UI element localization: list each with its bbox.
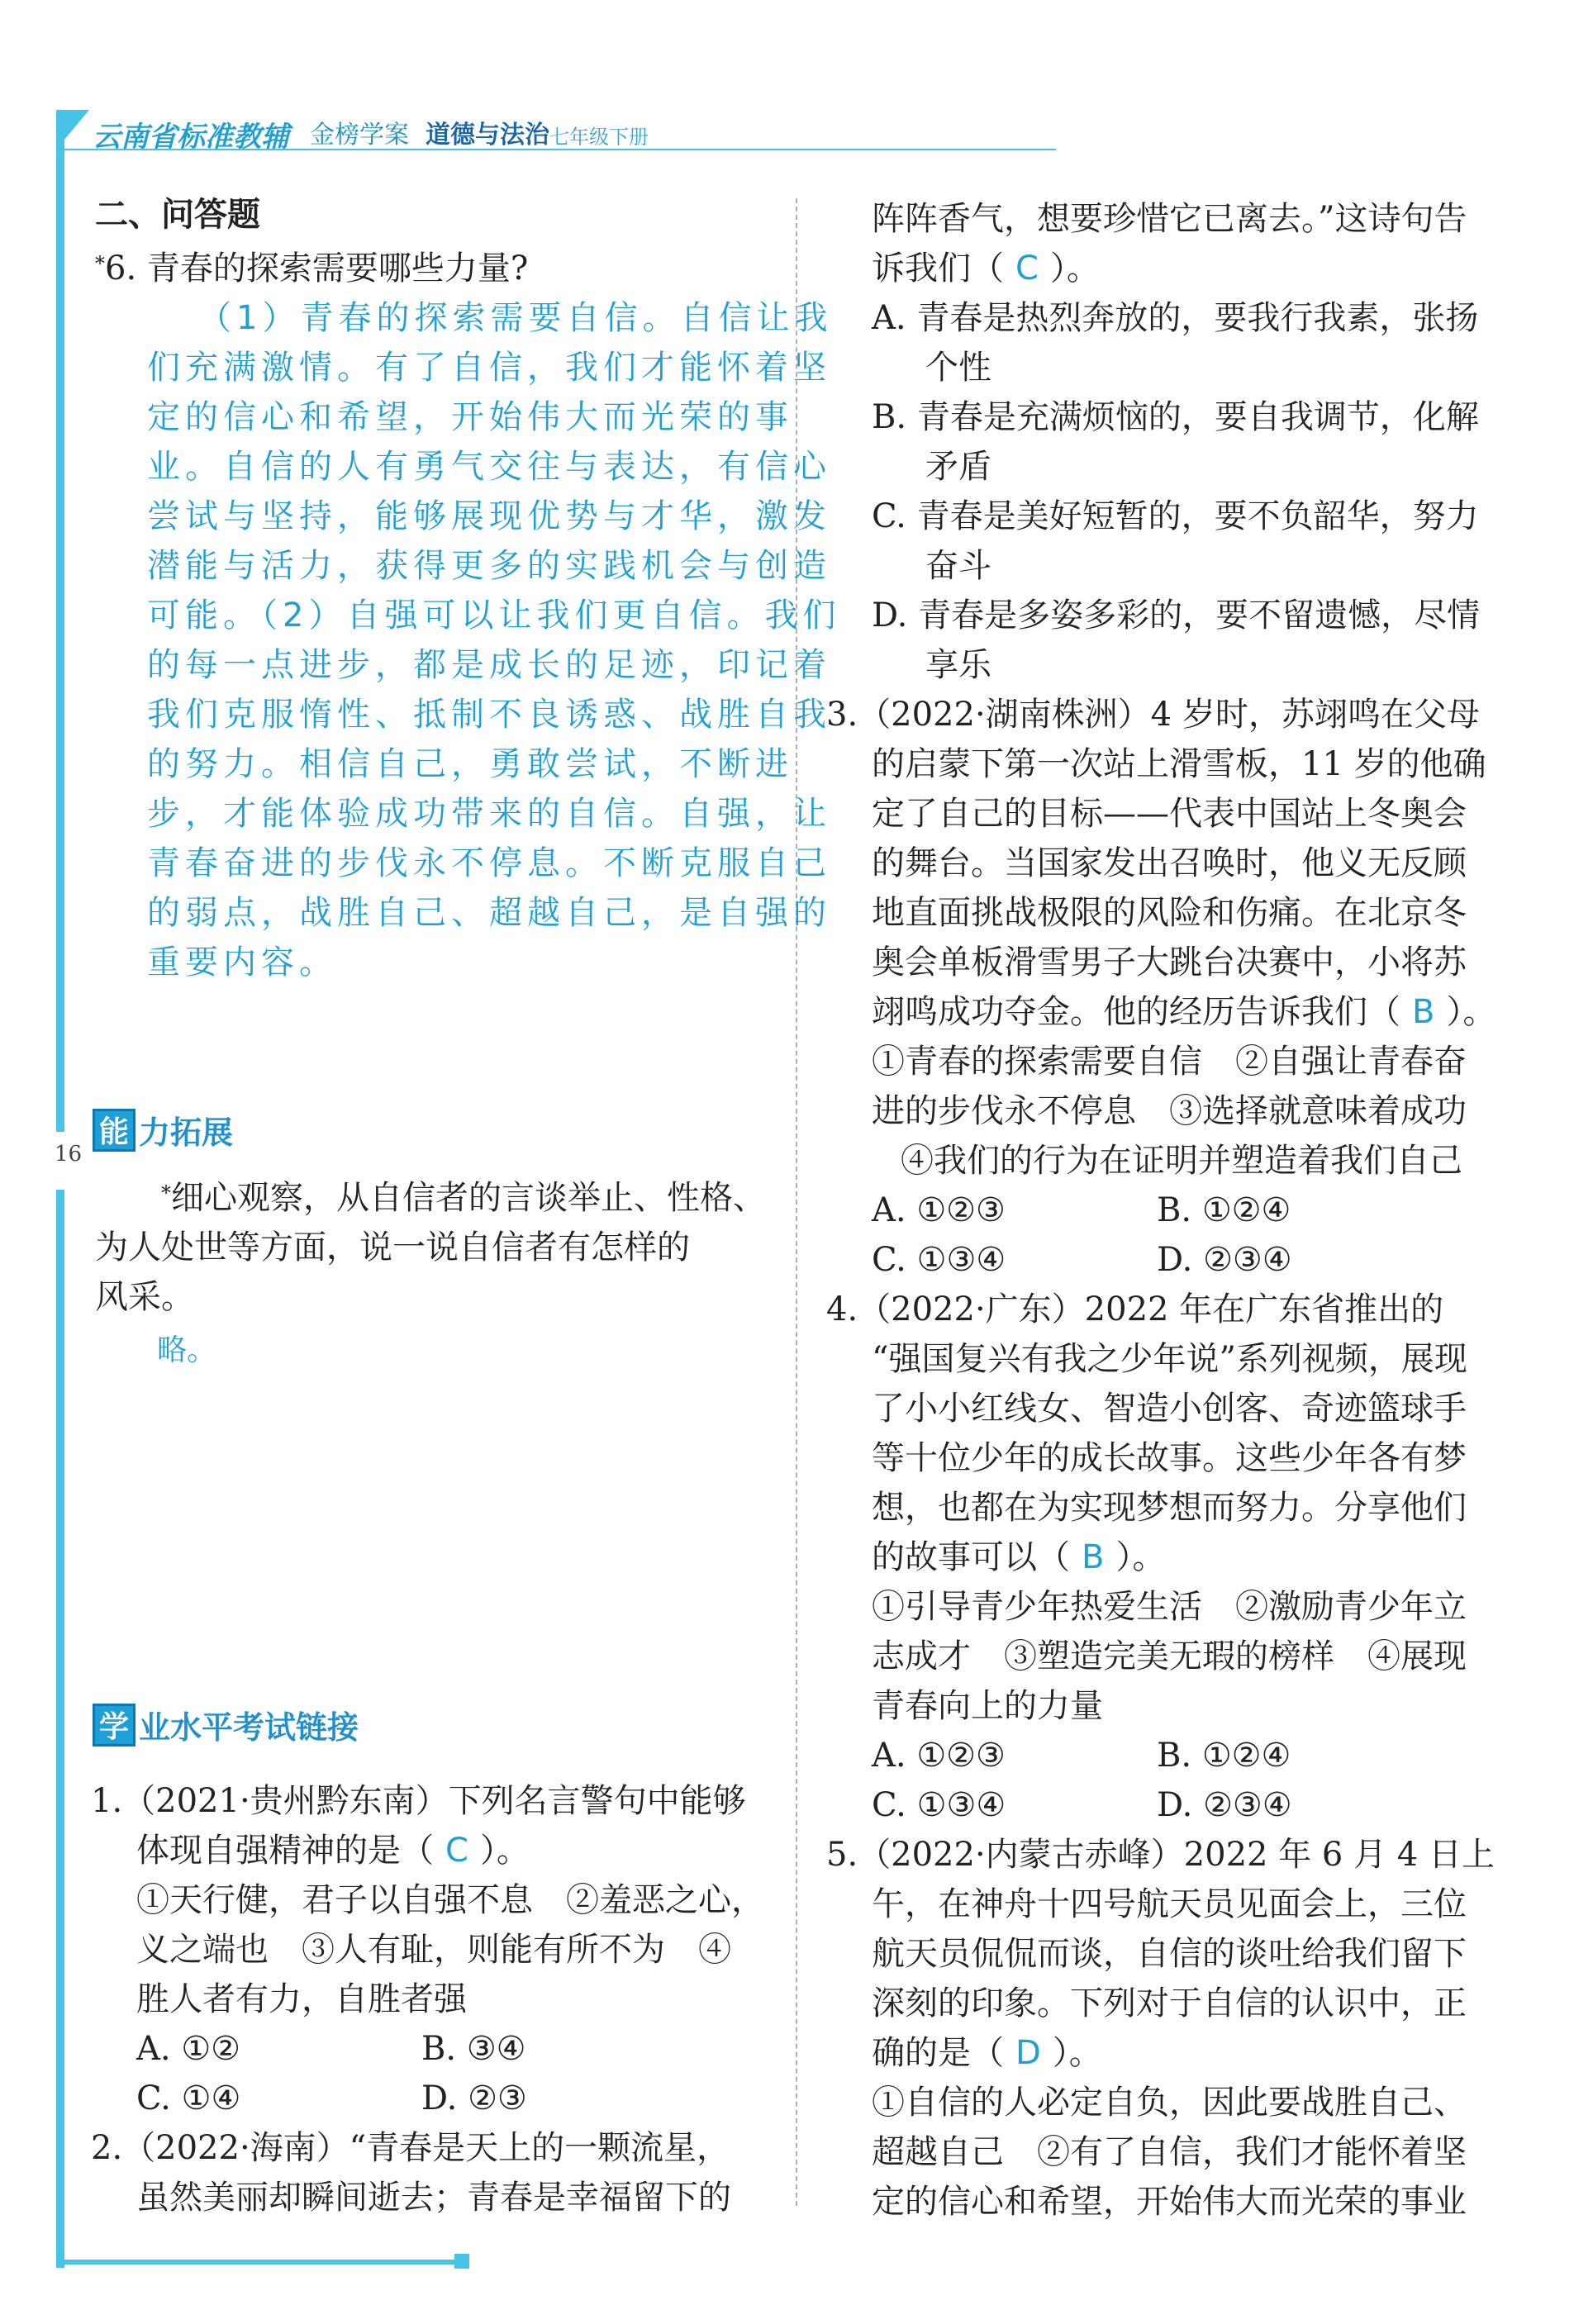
choice-d: D. ②③④ bbox=[1157, 1786, 1292, 1824]
question-line: 想，也都在为实现梦想而努力。分享他们 bbox=[872, 1489, 1467, 1527]
choice-d: D. ②③④ bbox=[1157, 1241, 1292, 1279]
answer-mark: D bbox=[1015, 2034, 1041, 2072]
question-6 bbox=[95, 244, 528, 293]
answer-mark: C bbox=[1015, 250, 1039, 288]
question-line: 体现自强精神的是（ C ）。 bbox=[136, 1832, 530, 1870]
choice-b: B. 青春是充满烦恼的，要自我调节，化解 bbox=[872, 398, 1479, 436]
choice-c-cont: 奋斗 bbox=[925, 547, 991, 585]
question-line: 3.（2022·湖南株洲）4 岁时，苏翊鸣在父母 bbox=[826, 696, 1480, 734]
ability-marker: * bbox=[161, 1181, 171, 1205]
ability-answer: 略。 bbox=[157, 1333, 217, 1367]
choice-c: C. ①③④ bbox=[872, 1241, 1006, 1279]
answer-line: 步，才能体验成功带来的自信。自强，让 bbox=[147, 795, 831, 833]
option-line: 胜人者有力，自胜者强 bbox=[136, 1980, 467, 2018]
option-line: 进的步伐永不停息 ③选择就意味着成功 bbox=[872, 1092, 1467, 1130]
header-grade: 七年级下册 bbox=[549, 126, 649, 149]
choice-d: D. 青春是多姿多彩的，要不留遗憾，尽情 bbox=[872, 596, 1481, 634]
choice-c: C. ①④ bbox=[136, 2079, 241, 2117]
option-line: 超越自己 ②有了自信，我们才能怀着坚 bbox=[872, 2133, 1467, 2171]
answer-line: 的弱点，战胜自己、超越自己，是自强的 bbox=[147, 894, 831, 932]
question-line: 翊鸣成功夺金。他的经历告诉我们（ B ）。 bbox=[872, 993, 1496, 1031]
section-title-qa: 二、问答题 bbox=[95, 196, 260, 234]
choice-c: C. 青春是美好短暂的，要不负韶华，努力 bbox=[872, 497, 1479, 535]
ability-prompt-line: *细心观察，从自信者的言谈举止、性格、 bbox=[161, 1179, 766, 1217]
exam-title: 业水平考试链接 bbox=[139, 1709, 359, 1746]
question-line: 确的是（ D ）。 bbox=[872, 2034, 1102, 2072]
header-brand: 金榜学案 bbox=[310, 121, 409, 150]
choice-a: A. ①②③ bbox=[872, 1191, 1006, 1229]
question-line: 1.（2021·贵州黔东南）下列名言警句中能够 bbox=[91, 1782, 746, 1820]
answer-line: （1）青春的探索需要自信。自信让我 bbox=[198, 299, 833, 337]
option-line: ①引导青少年热爱生活 ②激励青少年立 bbox=[872, 1588, 1467, 1626]
answer-line: 青春奋进的步伐永不停息。不断克服自己 bbox=[147, 844, 831, 882]
question-6-marker: * bbox=[95, 252, 105, 275]
exam-badge: 学 bbox=[93, 1704, 136, 1747]
question-line: 定了自己的目标——代表中国站上冬奥会 bbox=[872, 795, 1467, 833]
choice-a-cont: 个性 bbox=[925, 349, 991, 387]
question-line: 深刻的印象。下列对于自信的认识中，正 bbox=[872, 1984, 1467, 2022]
left-margin-bar bbox=[56, 128, 64, 2268]
ability-badge: 能 bbox=[93, 1109, 136, 1152]
choice-b: B. ①②④ bbox=[1157, 1191, 1291, 1229]
question-line: 阵阵香气，想要珍惜它已离去。”这诗句告 bbox=[872, 200, 1467, 238]
choice-a: A. ①② bbox=[136, 2030, 241, 2068]
question-line: 4.（2022·广东）2022 年在广东省推出的 bbox=[826, 1290, 1444, 1328]
option-line: 义之端也 ③人有耻，则能有所不为 ④ bbox=[136, 1931, 731, 1969]
answer-line: 可能。（2）自强可以让我们更自信。我们 bbox=[147, 596, 841, 634]
option-line: ①天行健，君子以自强不息 ②羞恶之心， bbox=[136, 1881, 764, 1919]
ability-prompt-line: 风采。 bbox=[95, 1278, 194, 1316]
question-line: 地直面挑战极限的风险和伤痛。在北京冬 bbox=[872, 894, 1467, 932]
answer-mark: C bbox=[445, 1832, 468, 1870]
choice-a: A. 青春是热烈奔放的，要我行我素，张扬 bbox=[872, 299, 1479, 337]
question-line: 午，在神舟十四号航天员见面会上，三位 bbox=[872, 1885, 1467, 1923]
question-line: 2.（2022·海南）“青春是天上的一颗流星， bbox=[91, 2129, 730, 2167]
choice-b: B. ①②④ bbox=[1157, 1737, 1291, 1775]
option-line: 志成才 ③塑造完美无瑕的榜样 ④展现 bbox=[872, 1637, 1467, 1675]
page-number: 16 bbox=[55, 1142, 83, 1167]
answer-line: 的努力。相信自己，勇敢尝试，不断进 bbox=[147, 745, 793, 783]
bottom-margin-bar bbox=[56, 2260, 469, 2265]
question-line: 的舞台。当国家发出召唤时，他义无反顾 bbox=[872, 844, 1467, 882]
option-line: 定的信心和希望，开始伟大而光荣的事业 bbox=[872, 2183, 1467, 2221]
question-line: 等十位少年的成长故事。这些少年各有梦 bbox=[872, 1439, 1467, 1477]
option-line: 青春向上的力量 bbox=[872, 1687, 1103, 1725]
answer-line: 业。自信的人有勇气交往与表达，有信心 bbox=[147, 448, 831, 486]
section-header-ability bbox=[93, 1107, 233, 1152]
answer-mark: B bbox=[1412, 993, 1435, 1031]
answer-mark: B bbox=[1082, 1538, 1105, 1576]
question-line: 5.（2022·内蒙古赤峰）2022 年 6 月 4 日上 bbox=[826, 1836, 1495, 1874]
answer-line: 尝试与坚持，能够展现优势与才华，激发 bbox=[147, 497, 831, 535]
answer-line: 们充满激情。有了自信，我们才能怀着坚 bbox=[147, 349, 831, 387]
answer-line: 定的信心和希望，开始伟大而光荣的事 bbox=[147, 398, 793, 436]
choice-d: D. ②③ bbox=[421, 2079, 527, 2117]
section-header-exam bbox=[93, 1702, 359, 1747]
choice-b: B. ③④ bbox=[421, 2030, 526, 2068]
choice-b-cont: 矛盾 bbox=[925, 448, 991, 486]
question-line: 的故事可以（ B ）。 bbox=[872, 1538, 1166, 1576]
option-line: ①青春的探索需要自信 ②自强让青春奋 bbox=[872, 1043, 1467, 1081]
question-line: 了小小红线女、智造小创客、奇迹篮球手 bbox=[872, 1390, 1467, 1428]
question-line: 的启蒙下第一次站上滑雪板，11 岁的他确 bbox=[872, 745, 1486, 783]
answer-line: 我们克服惰性、抵制不良诱惑、战胜自我 bbox=[147, 696, 831, 734]
answer-line: 潜能与活力，获得更多的实践机会与创造 bbox=[147, 547, 831, 585]
answer-line: 的每一点进步，都是成长的足迹，印记着 bbox=[147, 646, 831, 684]
choice-c: C. ①③④ bbox=[872, 1786, 1006, 1824]
question-6-text: 6. 青春的探索需要哪些力量? bbox=[105, 250, 529, 288]
question-line: “强国复兴有我之少年说”系列视频，展现 bbox=[872, 1340, 1467, 1378]
choice-a: A. ①②③ bbox=[872, 1737, 1006, 1775]
question-line: 航天员侃侃而谈，自信的谈吐给我们留下 bbox=[872, 1935, 1467, 1973]
choice-d-cont: 享乐 bbox=[925, 646, 991, 684]
answer-line: 重要内容。 bbox=[147, 943, 337, 981]
option-line: ④我们的行为在证明并塑造着我们自己 bbox=[901, 1142, 1462, 1180]
ability-prompt-line: 为人处世等方面，说一说自信者有怎样的 bbox=[95, 1229, 690, 1267]
option-line: ①自信的人必定自负，因此要战胜自己、 bbox=[872, 2084, 1467, 2122]
bottom-margin-square bbox=[454, 2254, 469, 2269]
question-line: 诉我们（ C ）。 bbox=[872, 250, 1100, 288]
question-line: 虽然美丽却瞬间逝去；青春是幸福留下的 bbox=[136, 2179, 731, 2217]
ability-title: 力拓展 bbox=[139, 1114, 234, 1151]
question-line: 奥会单板滑雪男子大跳台决赛中，小将苏 bbox=[872, 943, 1467, 981]
header-subject: 道德与法治 bbox=[426, 121, 549, 150]
header-series: 云南省标准教辅 bbox=[93, 121, 289, 154]
